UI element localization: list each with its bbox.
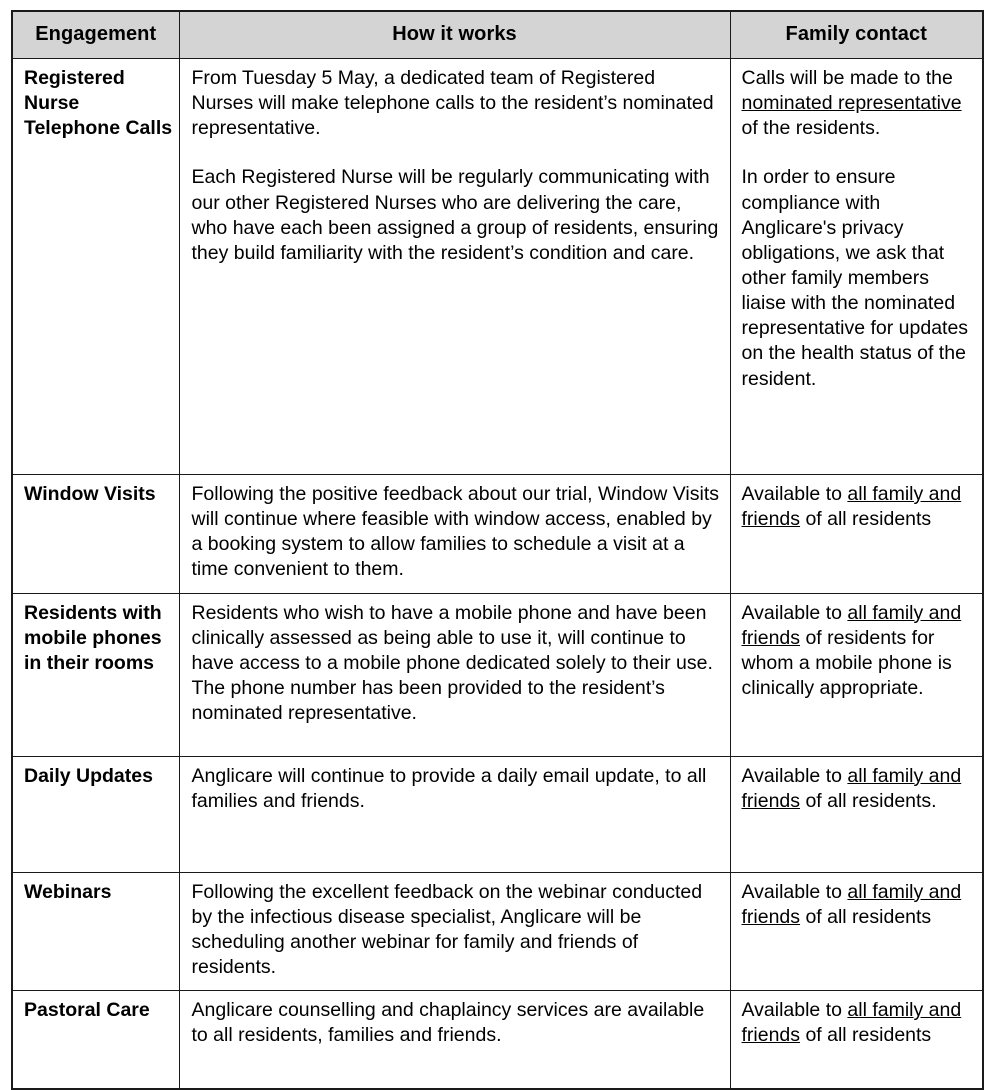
family-contact-tail-text: of the residents. — [741, 117, 881, 140]
how-it-works-paragraph: From Tuesday 5 May, a dedicated team of Registered Nurses will make telephone calls to the resident’s nominated representative. — [191, 67, 714, 140]
family-contact-cell — [730, 872, 983, 991]
family-contact-paragraph — [742, 998, 977, 1048]
engagement-label: Pastoral Care — [12, 991, 179, 1090]
how-it-works-paragraph: Following the positive feedback about our trial, Window Visits will continue where feasible with window access, enabled by a booking system to allow families to schedule a visit at a time convenient to them. — [191, 483, 719, 581]
column-header-engagement: Engagement — [12, 11, 179, 59]
family-contact-cell — [730, 593, 983, 756]
how-it-works-cell — [179, 593, 730, 756]
engagement-label: Window Visits — [12, 475, 179, 594]
family-contact-tail-text: of all residents — [800, 1024, 932, 1047]
family-contact-underlined-text: all family and friends — [741, 880, 962, 928]
table-header — [12, 11, 983, 59]
family-contact-tail-text: of all residents. — [800, 789, 937, 812]
how-it-works-cell — [179, 872, 730, 991]
family-contact-cell — [730, 475, 983, 594]
family-contact-paragraph — [742, 482, 977, 532]
table-header-row — [12, 11, 983, 59]
family-contact-paragraph — [742, 601, 977, 702]
family-contact-paragraph — [742, 66, 977, 141]
table-row — [12, 475, 983, 594]
family-contact-lead-text: Available to — [741, 601, 848, 624]
family-contact-lead-text: Available to — [741, 764, 848, 787]
how-it-works-cell — [179, 991, 730, 1090]
column-header-how-it-works: How it works — [179, 11, 730, 59]
engagement-label: Daily Updates — [12, 756, 179, 872]
how-it-works-paragraph: Following the excellent feedback on the webinar conducted by the infectious disease specialist, Anglicare will be scheduling another webinar for family and friends of residents. — [191, 880, 703, 978]
table-body — [12, 59, 983, 1090]
family-contact-underlined-text: all family and friends — [741, 483, 962, 531]
family-contact-cell — [730, 59, 983, 475]
family-contact-cell — [730, 991, 983, 1090]
engagement-label: Registered Nurse Telephone Calls — [12, 59, 179, 475]
engagement-label: Residents with mobile phones in their rooms — [12, 593, 179, 756]
family-contact-underlined-text: all family and friends — [741, 764, 962, 812]
how-it-works-paragraph: Each Registered Nurse will be regularly communicating with our other Registered Nurses who are delivering the care, who have each been assigned a group of residents, ensuring they build familiarity with the resident’s condition and care. — [191, 166, 719, 264]
family-contact-tail-text: of all residents — [800, 905, 932, 928]
family-contact-lead-text: Calls will be made to the — [741, 67, 953, 89]
family-contact-lead-text: Available to — [741, 880, 848, 903]
family-contact-underlined-text: nominated representative — [741, 92, 962, 115]
how-it-works-paragraph: Anglicare will continue to provide a daily email update, to all families and friends. — [191, 764, 707, 812]
family-contact-cell — [730, 756, 983, 872]
table-row — [12, 756, 983, 872]
column-header-family-contact: Family contact — [730, 11, 983, 59]
family-contact-paragraph — [742, 880, 977, 930]
family-contact-lead-text: Available to — [741, 999, 848, 1022]
family-contact-underlined-text: all family and friends — [741, 601, 962, 649]
family-contact-lead-text: Available to — [741, 483, 848, 505]
table-row — [12, 991, 983, 1090]
how-it-works-paragraph: Anglicare counselling and chaplaincy services are available to all residents, families and friends. — [191, 999, 705, 1047]
family-contact-underlined-text: all family and friends — [741, 999, 962, 1047]
how-it-works-cell — [179, 475, 730, 594]
family-contact-tail-text: of all residents — [800, 508, 932, 531]
table-row — [12, 593, 983, 756]
engagement-label: Webinars — [12, 872, 179, 991]
family-contact-paragraph — [742, 764, 977, 814]
table-row — [12, 59, 983, 475]
family-contact-tail-text: of residents for whom a mobile phone is clinically appropriate. — [741, 626, 952, 699]
how-it-works-cell — [179, 756, 730, 872]
engagement-table — [11, 10, 984, 1090]
how-it-works-cell — [179, 59, 730, 475]
how-it-works-paragraph: Residents who wish to have a mobile phone and have been clinically assessed as being able to use it, will continue to have access to a mobile phone dedicated solely to their use. The phone number has been provided to the resident’s nominated representative. — [191, 601, 713, 725]
family-contact-paragraph: In order to ensure compliance with Anglicare's privacy obligations, we ask that other family members liaise with the nominated representative for updates on the health status of the resident. — [741, 166, 969, 390]
table-row — [12, 872, 983, 991]
